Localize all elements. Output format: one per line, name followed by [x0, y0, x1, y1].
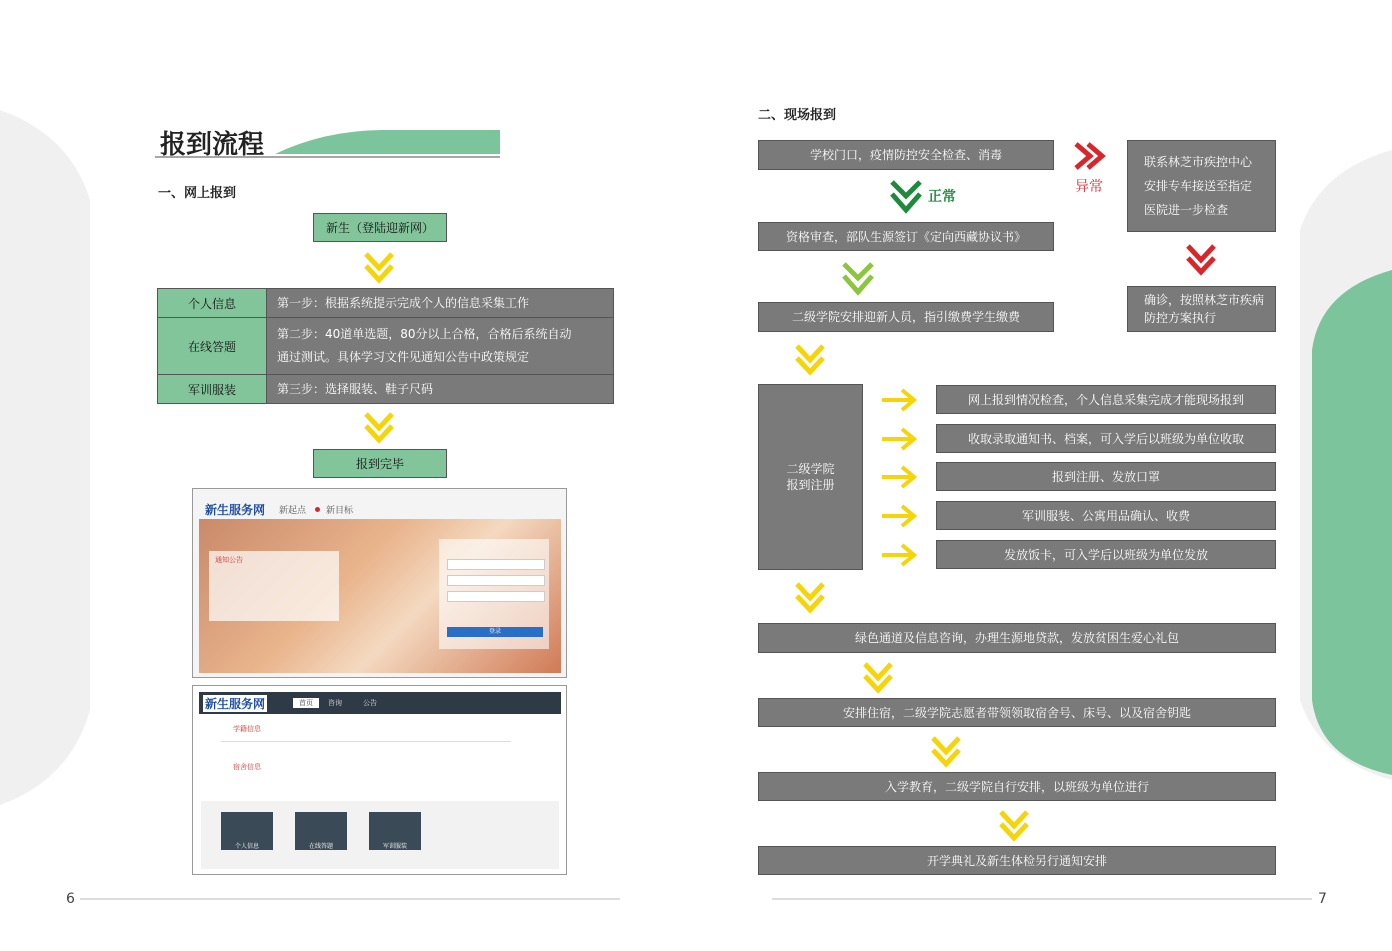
tile-online-quiz: 在线答题	[295, 812, 347, 850]
step-qualification-review: 资格审查，部队生源签订《定向西藏协议书》	[758, 222, 1054, 251]
step-label: 在线答题	[158, 318, 267, 374]
sub-step-register-masks: 报到注册、发放口罩	[936, 462, 1276, 491]
step-orientation: 入学教育，二级学院自行安排，以班级为单位进行	[758, 772, 1276, 801]
end-box: 报到完毕	[313, 449, 447, 478]
sub-step-online-check: 网上报到情况检查，个人信息采集完成才能现场报到	[936, 385, 1276, 414]
step-desc: 第一步：根据系统提示完成个人的信息采集工作	[267, 289, 613, 317]
site-nav-2: 新目标	[326, 506, 354, 516]
step-accommodation: 安排住宿，二级学院志愿者带领领取宿舍号、床号、以及宿舍钥匙	[758, 698, 1276, 727]
normal-label: 正常	[928, 189, 956, 205]
page-heading: 报到流程	[160, 130, 265, 160]
tile-uniform: 军训服装	[369, 812, 421, 850]
green-down-arrow-icon	[888, 178, 924, 214]
step-row-online-quiz	[157, 317, 614, 375]
dorm-info: 宿舍信息	[233, 763, 261, 771]
step-row-personal-info	[157, 288, 614, 318]
college-registration-box: 二级学院 报到注册	[758, 384, 863, 570]
section-title-online: 一、网上报到	[158, 186, 237, 201]
tab-home: 首页	[293, 698, 319, 708]
step-opening-ceremony: 开学典礼及新生体检另行通知安排	[758, 846, 1276, 875]
down-arrow-icon	[861, 660, 895, 694]
page-number-right: 7	[1318, 891, 1327, 907]
page-number-left: 6	[66, 891, 75, 907]
step-entry-check: 学校门口，疫情防控安全检查、消毒	[758, 140, 1054, 170]
tile-personal-info: 个人信息	[221, 812, 273, 850]
website-screenshot-dashboard	[192, 685, 567, 875]
red-right-arrow-icon	[1072, 140, 1110, 172]
sub-step-collect-documents: 收取录取通知书、档案，可入学后以班级为单位收取	[936, 424, 1276, 453]
lime-down-arrow-icon	[840, 260, 876, 296]
tab-notice: 公告	[363, 699, 377, 707]
down-arrow-icon	[793, 580, 827, 614]
site-nav-1: 新起点	[279, 506, 307, 516]
right-arrow-icon	[880, 386, 920, 414]
tab-consult: 咨询	[328, 699, 342, 707]
abnormal-box-contact-cdc: 联系林芝市疾控中心 安排专车接送至指定 医院进一步检查	[1127, 140, 1276, 232]
down-arrow-icon	[997, 808, 1031, 842]
sub-step-uniform-fees: 军训服装、公寓用品确认、收费	[936, 501, 1276, 530]
abnormal-box-confirmed: 确诊，按照林芝市疾病 防控方案执行	[1127, 286, 1276, 332]
notice-title: 通知公告	[215, 556, 243, 564]
right-arrow-icon	[880, 502, 920, 530]
abnormal-label: 异常	[1075, 179, 1103, 195]
down-arrow-icon	[362, 410, 396, 444]
step-desc: 第三步：选择服装、鞋子尺码	[267, 375, 613, 403]
down-arrow-icon	[929, 734, 963, 768]
red-down-arrow-icon	[1184, 242, 1218, 276]
down-arrow-icon	[793, 342, 827, 376]
step-label: 个人信息	[158, 289, 267, 317]
website-screenshot-login	[192, 488, 567, 678]
right-arrow-icon	[880, 463, 920, 491]
start-box: 新生（登陆迎新网）	[313, 213, 447, 242]
down-arrow-icon	[362, 250, 396, 284]
login-button: 登录	[447, 627, 543, 637]
site-logo: 新生服务网	[205, 503, 266, 517]
step-label: 军训服装	[158, 375, 267, 403]
sub-step-meal-card: 发放饭卡，可入学后以班级为单位发放	[936, 540, 1276, 569]
section-title-onsite: 二、现场报到	[758, 108, 837, 123]
step-row-uniform	[157, 374, 614, 404]
right-arrow-icon	[880, 425, 920, 453]
right-arrow-icon	[880, 541, 920, 569]
step-green-channel: 绿色通道及信息咨询，办理生源地贷款，发放贫困生爱心礼包	[758, 623, 1276, 653]
step-desc: 第二步：40道单选题，80分以上合格，合格后系统自动 通过测试。具体学习文件见通知公告中政策规定	[267, 318, 613, 374]
step-payment-guide: 二级学院安排迎新人员，指引缴费学生缴费	[758, 302, 1054, 332]
info-status: 学籍信息	[233, 725, 261, 733]
site-logo: 新生服务网	[205, 697, 266, 711]
